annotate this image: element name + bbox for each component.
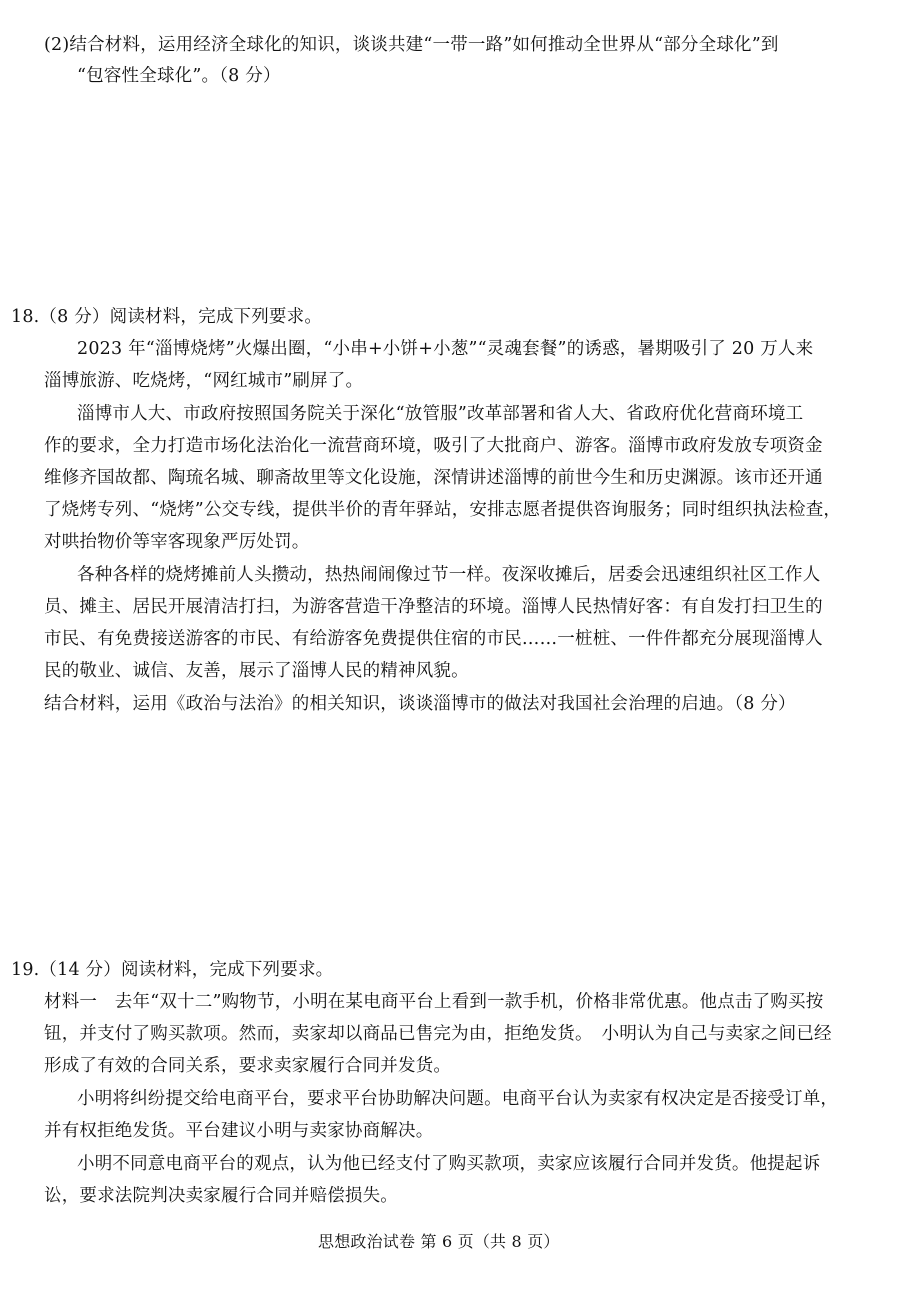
page-footer: 思想政治试卷 第 6 页（共 8 页） bbox=[318, 1232, 560, 1251]
q18-para2-line3: 维修齐国故都、陶琉名城、聊斋故里等文化设施，深情讲述淄博的前世今生和历史渊源。该市还开通 bbox=[44, 468, 823, 488]
q18-para2-line1: 淄博市人大、市政府按照国务院关于深化“放管服”改革部署和省人大、省政府优化营商环境工 bbox=[77, 404, 804, 424]
q19-material1-line3: 形成了有效的合同关系，要求卖家履行合同并发货。 bbox=[44, 1056, 452, 1076]
q18-para1-line2: 淄博旅游、吃烧烤，“网红城市”刷屏了。 bbox=[44, 371, 364, 391]
q18-para1-line1: 2023 年“淄博烧烤”火爆出圈，“小串+小饼+小葱”“灵魂套餐”的诱惑，暑期吸引了 20 万人来 bbox=[77, 339, 814, 359]
q18-para2-line2: 作的要求，全力打造市场化法治化一流营商环境，吸引了大批商户、游客。淄博市政府发放专项资金 bbox=[44, 436, 823, 456]
q19-material1-line1: 材料一 去年“双十二”购物节，小明在某电商平台上看到一款手机，价格非常优惠。他点击了购买按 bbox=[44, 992, 824, 1012]
q19-para3-line2: 讼，要求法院判决卖家履行合同并赔偿损失。 bbox=[44, 1186, 398, 1206]
q19-material1-line2: 钮，并支付了购买款项。然而，卖家却以商品已售完为由，拒绝发货。 小明认为自己与卖家之间已经 bbox=[44, 1024, 832, 1044]
q19-heading: 19.（14 分）阅读材料，完成下列要求。 bbox=[11, 960, 334, 980]
q18-question: 结合材料，运用《政治与法治》的相关知识，谈谈淄博市的做法对我国社会治理的启迪。（8 分） bbox=[44, 694, 796, 714]
q18-para3-line4: 民的敬业、诚信、友善，展示了淄博人民的精神风貌。 bbox=[44, 661, 469, 681]
q18-para3-line1: 各种各样的烧烤摊前人头攒动，热热闹闹像过节一样。夜深收摊后，居委会迅速组织社区工作人 bbox=[77, 565, 821, 585]
q18-para2-line5: 对哄抬物价等宰客现象严厉处罚。 bbox=[44, 532, 310, 552]
q19-para2-line2: 并有权拒绝发货。平台建议小明与卖家协商解决。 bbox=[44, 1121, 434, 1141]
q17-part2-line1: (2)结合材料，运用经济全球化的知识，谈谈共建“一带一路”如何推动全世界从“部分全球化”到 bbox=[44, 35, 779, 55]
q18-para3-line3: 市民、有免费接送游客的市民、有给游客免费提供住宿的市民……一桩桩、一件件都充分展现淄博人 bbox=[44, 629, 823, 649]
q18-heading: 18.（8 分）阅读材料，完成下列要求。 bbox=[11, 307, 323, 327]
q18-para3-line2: 员、摊主、居民开展清洁打扫，为游客营造干净整洁的环境。淄博人民热情好客：有自发打扫卫生的 bbox=[44, 597, 823, 617]
q19-para3-line1: 小明不同意电商平台的观点，认为他已经支付了购买款项，卖家应该履行合同并发货。他提起诉 bbox=[77, 1154, 821, 1174]
q18-para2-line4: 了烧烤专列、“烧烤”公交专线，提供半价的青年驿站，安排志愿者提供咨询服务；同时组织执法检查， bbox=[44, 500, 842, 520]
q19-para2-line1: 小明将纠纷提交给电商平台，要求平台协助解决问题。电商平台认为卖家有权决定是否接受订单， bbox=[77, 1089, 839, 1109]
q17-part2-line2: “包容性全球化”。（8 分） bbox=[77, 66, 281, 86]
